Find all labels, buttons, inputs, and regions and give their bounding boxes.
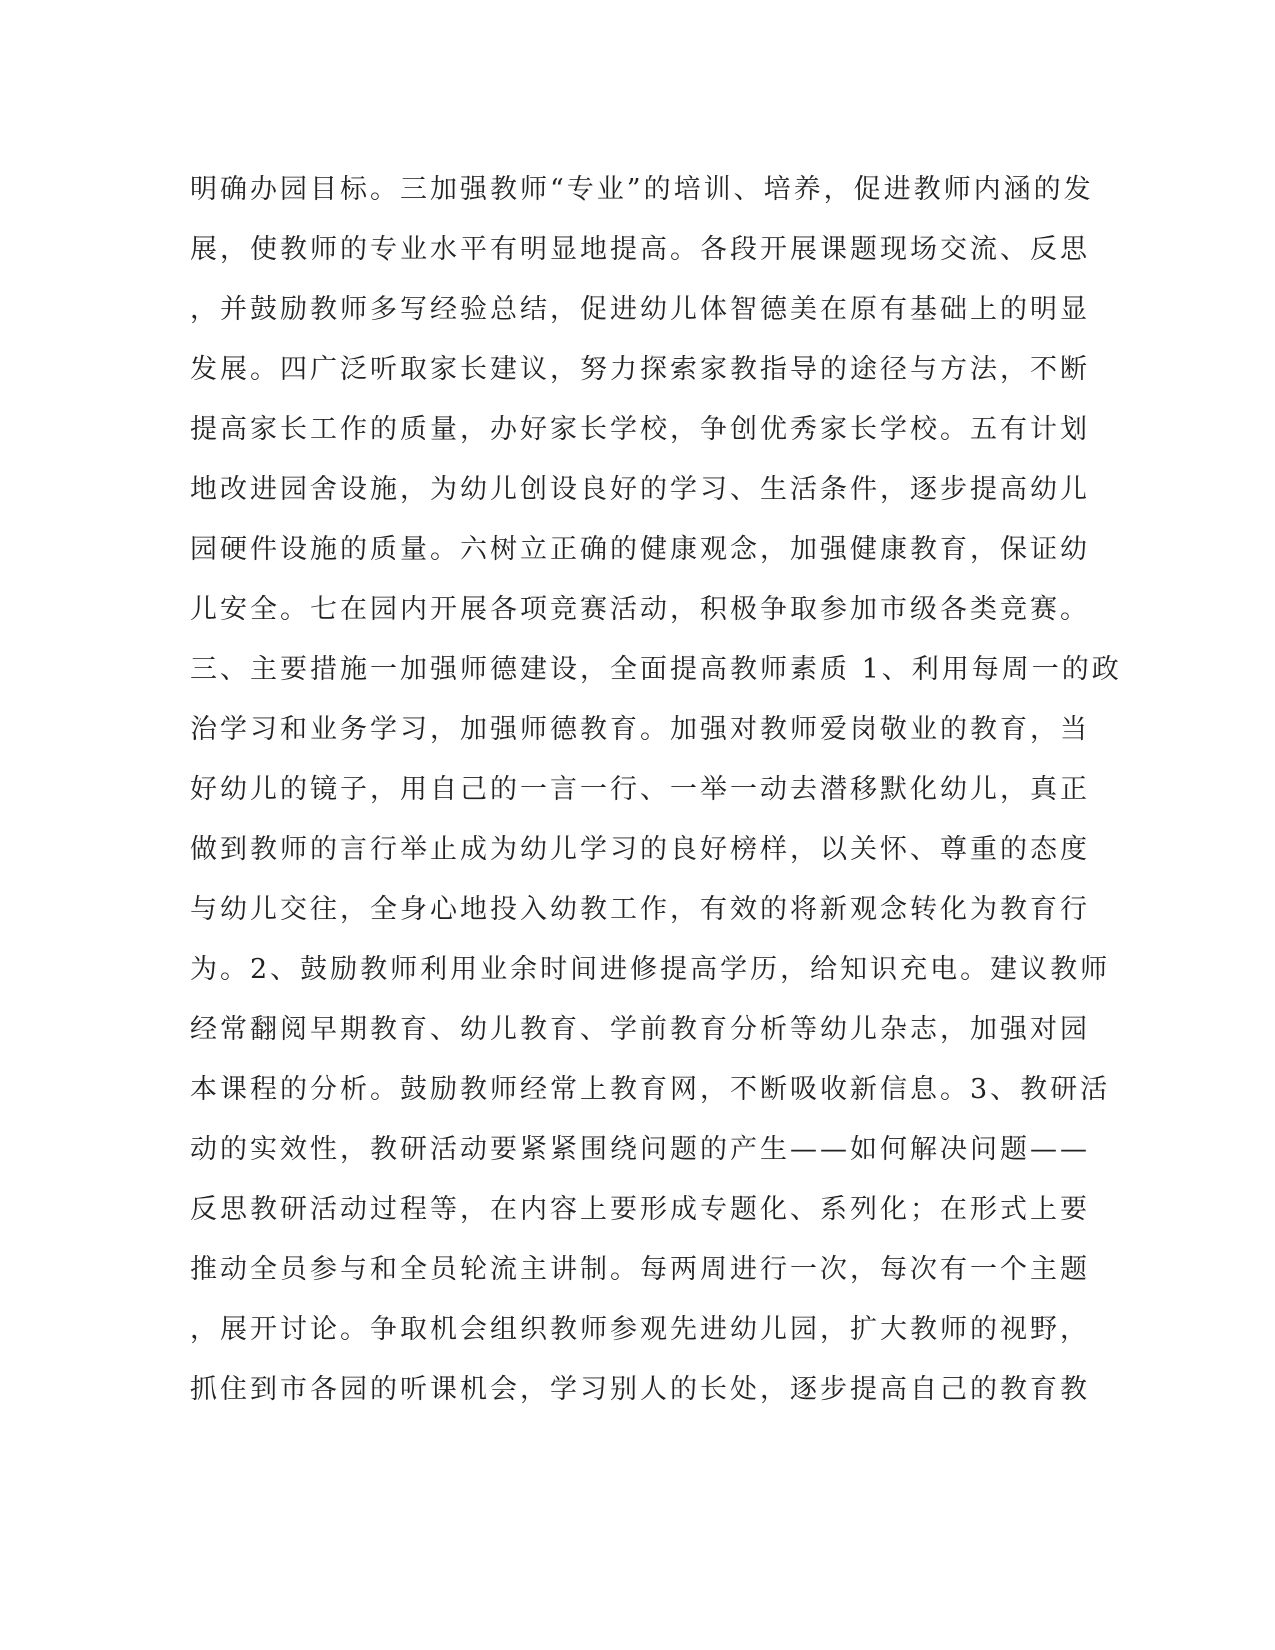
body-text (190, 160, 1122, 1420)
text-line: 为。2、鼓励教师利用业余时间进修提高学历，给知识充电。建议教师 (190, 954, 1111, 985)
text-line: 动的实效性，教研活动要紧紧围绕问题的产生——如何解决问题—— (190, 1134, 1090, 1165)
text-line: 抓住到市各园的听课机会，学习别人的长处，逐步提高自己的教育教 (190, 1374, 1090, 1405)
text-line: ，并鼓励教师多写经验总结，促进幼儿体智德美在原有基础上的明显 (190, 294, 1090, 325)
text-line: 明确办园目标。三加强教师“专业”的培训、培养，促进教师内涵的发 (190, 174, 1094, 205)
text-line: 提高家长工作的质量，办好家长学校，争创优秀家长学校。五有计划 (190, 414, 1090, 445)
text-line: 展，使教师的专业水平有明显地提高。各段开展课题现场交流、反思 (190, 234, 1090, 265)
text-line: 推动全员参与和全员轮流主讲制。每两周进行一次，每次有一个主题 (190, 1254, 1090, 1285)
text-line: 地改进园舍设施，为幼儿创设良好的学习、生活条件，逐步提高幼儿 (190, 474, 1090, 505)
text-line: 园硬件设施的质量。六树立正确的健康观念，加强健康教育，保证幼 (190, 534, 1090, 565)
text-line: 治学习和业务学习，加强师德教育。加强对教师爱岗敬业的教育，当 (190, 714, 1090, 745)
text-line: ，展开讨论。争取机会组织教师参观先进幼儿园，扩大教师的视野， (190, 1314, 1090, 1345)
text-line: 发展。四广泛听取家长建议，努力探索家教指导的途径与方法，不断 (190, 354, 1090, 385)
text-line: 与幼儿交往，全身心地投入幼教工作，有效的将新观念转化为教育行 (190, 894, 1090, 925)
text-line: 反思教研活动过程等，在内容上要形成专题化、系列化；在形式上要 (190, 1194, 1090, 1225)
text-line: 儿安全。七在园内开展各项竞赛活动，积极争取参加市级各类竞赛。 (190, 594, 1090, 625)
text-line: 好幼儿的镜子，用自己的一言一行、一举一动去潜移默化幼儿，真正 (190, 774, 1090, 805)
text-line: 本课程的分析。鼓励教师经常上教育网，不断吸收新信息。3、教研活 (190, 1074, 1111, 1105)
text-line: 做到教师的言行举止成为幼儿学习的良好榜样，以关怀、尊重的态度 (190, 834, 1090, 865)
text-line: 三、主要措施一加强师德建设，全面提高教师素质 1、利用每周一的政 (190, 654, 1122, 685)
text-line: 经常翻阅早期教育、幼儿教育、学前教育分析等幼儿杂志，加强对园 (190, 1014, 1090, 1045)
